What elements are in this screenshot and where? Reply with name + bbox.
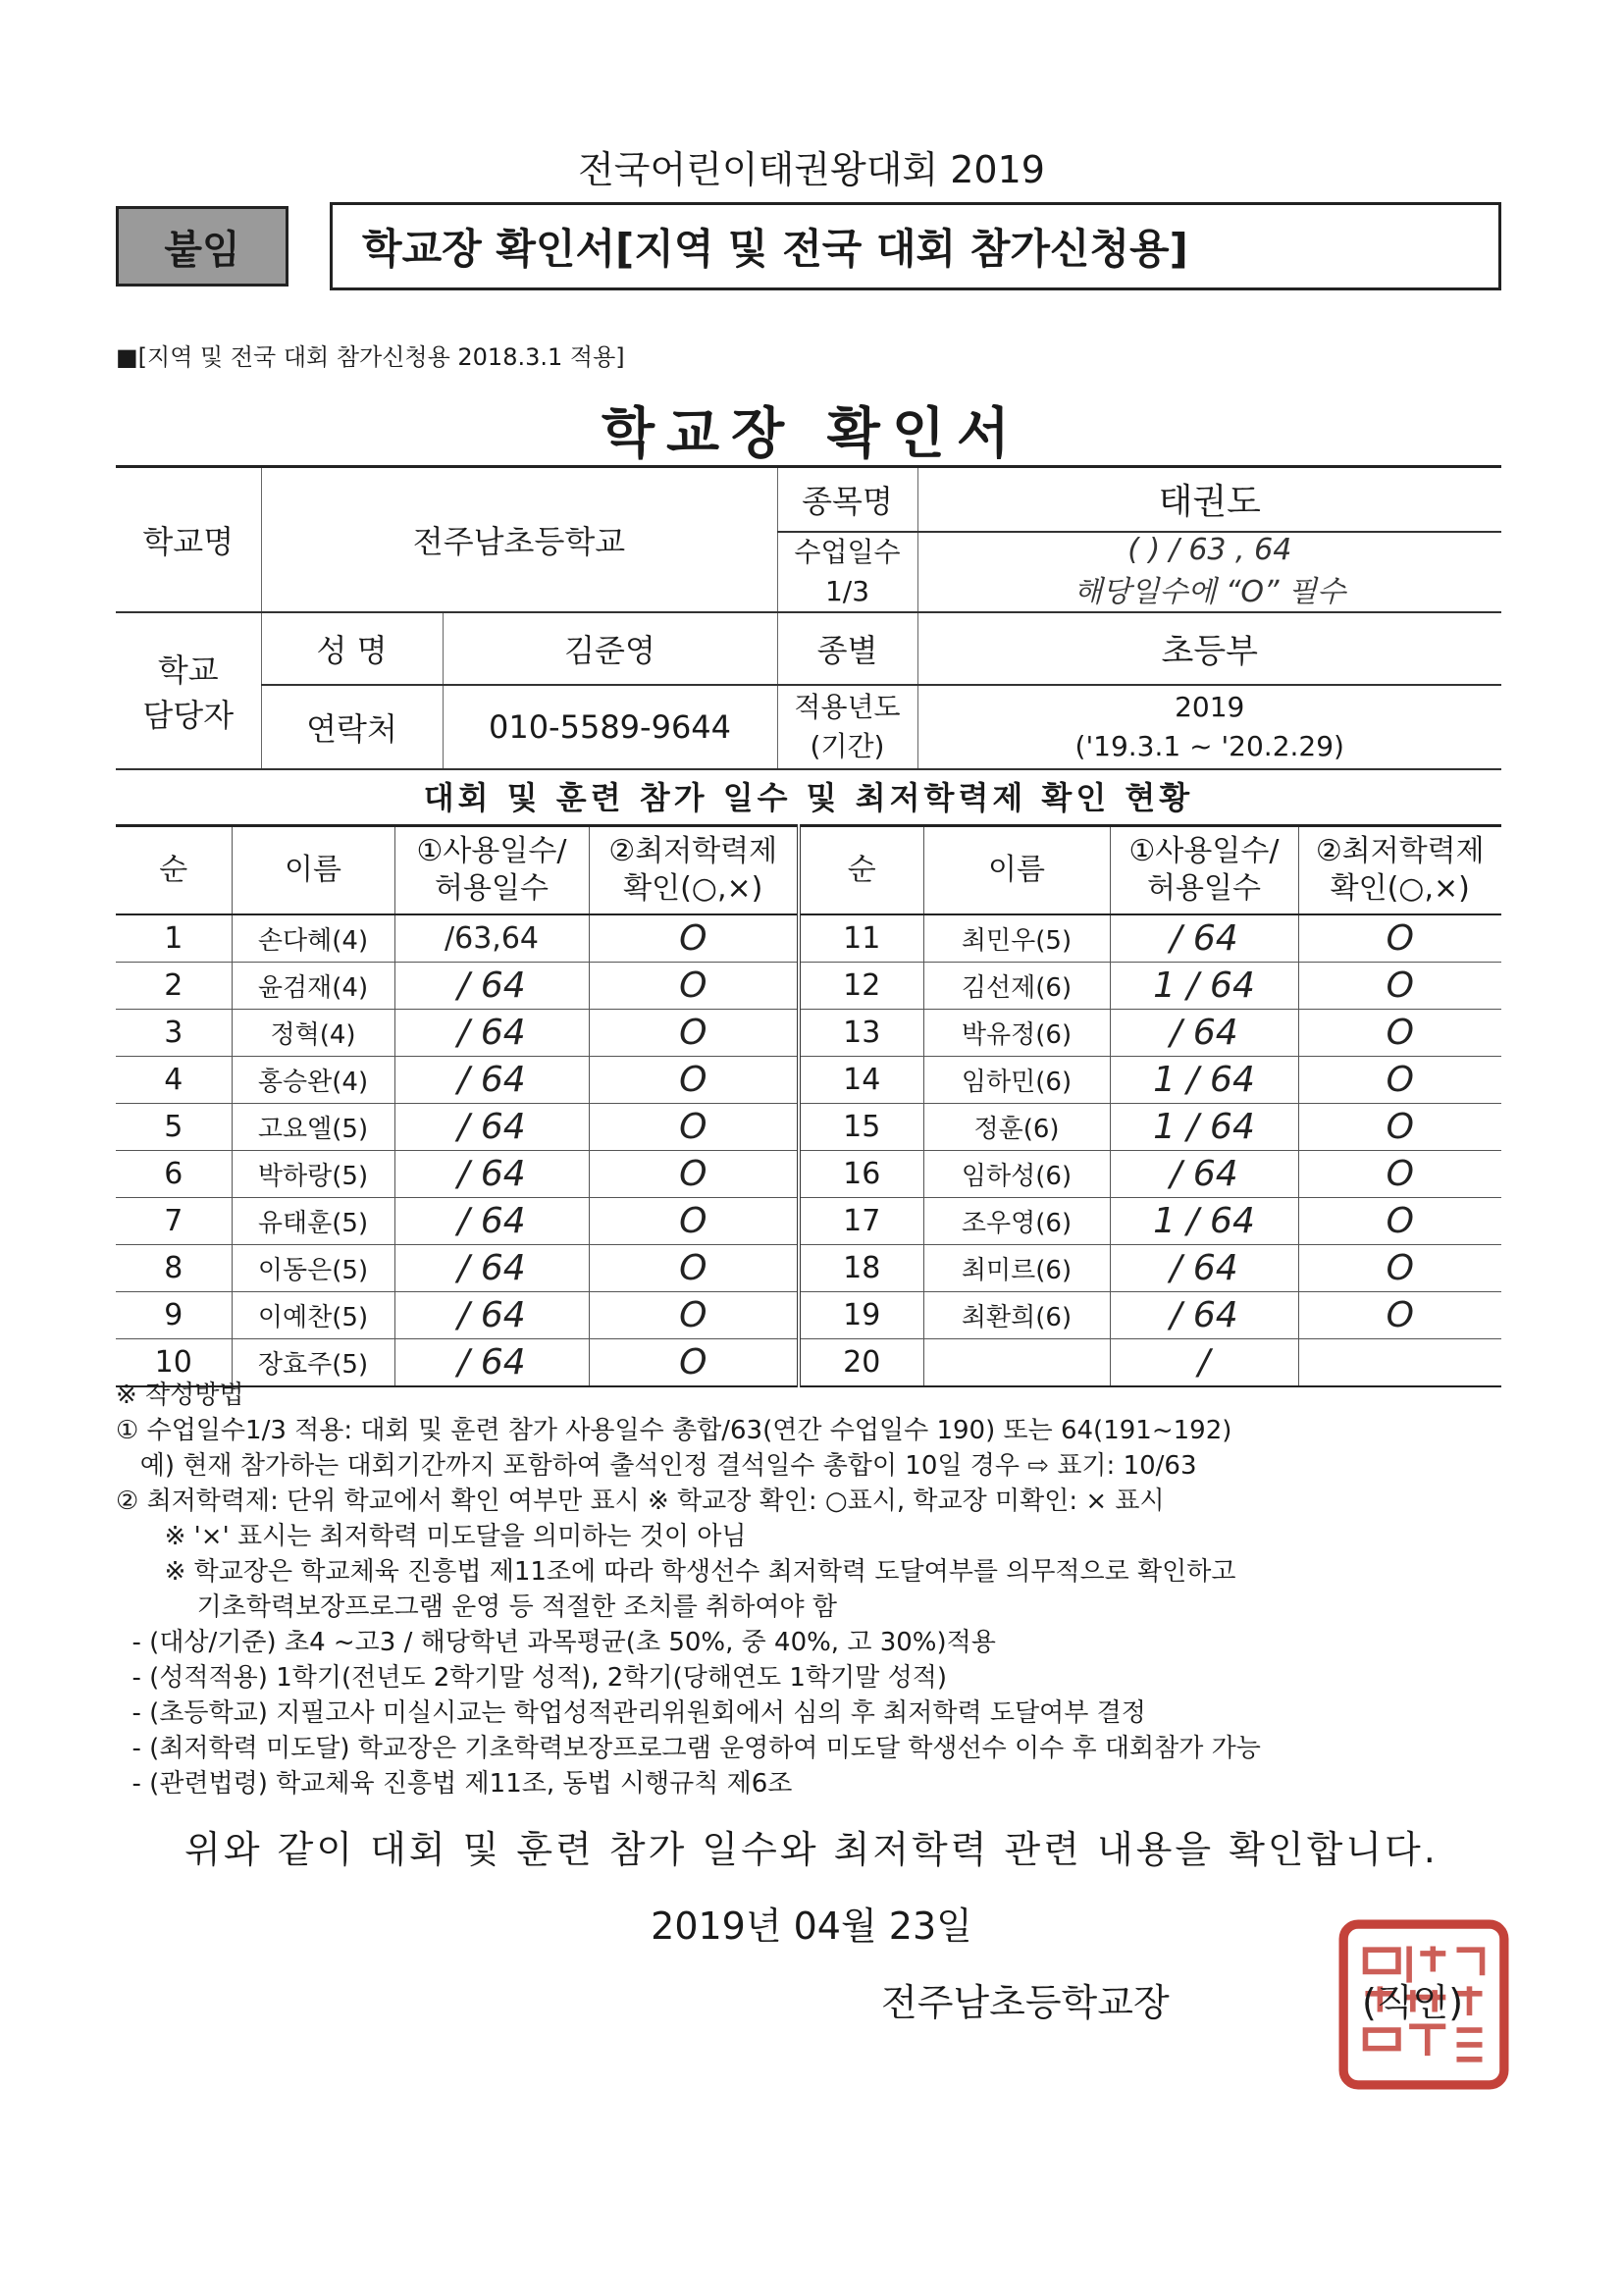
record-days: / 64: [394, 1151, 589, 1198]
contact-label: 연락처: [261, 685, 443, 769]
class-days-value-line1: ( ) / 63 , 64: [1127, 533, 1292, 567]
col-check-line1: ②최저학력제: [608, 834, 778, 868]
record-name: 조우영(6): [923, 1198, 1110, 1245]
record-no: 11: [799, 914, 923, 963]
col-check-line1: ②최저학력제: [1315, 834, 1485, 868]
record-no: 3: [116, 1010, 232, 1057]
col-no: 순: [116, 826, 232, 915]
record-check: O: [1298, 1010, 1501, 1057]
record-no: 14: [799, 1057, 923, 1104]
class-days-label-line1: 수업일수: [794, 535, 901, 568]
guide-line: - (성적적용) 1학기(전년도 2학기말 성적), 2학기(당해연도 1학기말 성적): [116, 1663, 947, 1693]
record-name: 정혁(4): [232, 1010, 394, 1057]
record-name: 최환희(6): [923, 1292, 1110, 1339]
record-no: 7: [116, 1198, 232, 1245]
record-no: 16: [799, 1151, 923, 1198]
class-days-value: [917, 532, 1501, 612]
status-title: 대회 및 훈련 참가 일수 및 최저학력제 확인 현황: [423, 779, 1194, 816]
guide-line: - (관련법령) 학교체육 진흥법 제11조, 동법 시행규칙 제6조: [116, 1769, 793, 1799]
record-days: / 64: [394, 1104, 589, 1151]
record-days: /63,64: [394, 914, 589, 963]
col-check-line2: 확인(○,×): [1330, 871, 1470, 906]
class-days-label-line2: 1/3: [824, 574, 870, 607]
record-check: O: [1298, 963, 1501, 1010]
record-days: / 64: [394, 1339, 589, 1387]
guide-line: - (최저학력 미도달) 학교장은 기초학력보장프로그램 운영하여 미도달 학생선수 이수 후 대회참가 가능: [116, 1734, 1261, 1763]
guide-line: ※ 학교장은 학교체육 진흥법 제11조에 따라 학생선수 최저학력 도달여부를 의무적으로 확인하고: [116, 1557, 1236, 1587]
record-days: / 64: [1110, 1292, 1298, 1339]
record-name: 김선제(6): [923, 963, 1110, 1010]
record-no: 10: [116, 1339, 232, 1387]
guide-line: - (대상/기준) 초4 ~고3 / 해당학년 과목평균(초 50%, 중 40%, 고 30%)적용: [116, 1628, 996, 1657]
applicable-year-label: [777, 685, 917, 769]
record-check: O: [1298, 1292, 1501, 1339]
writing-guide: [116, 1378, 1519, 1801]
record-days: / 64: [1110, 1245, 1298, 1292]
record-check: O: [1298, 914, 1501, 963]
col-days-line1: ①사용일수/: [416, 834, 567, 868]
school-info-table: [116, 465, 1501, 770]
col-no: 순: [799, 826, 923, 915]
record-name: 임하성(6): [923, 1151, 1110, 1198]
record-no: 1: [116, 914, 232, 963]
record-name: 임하민(6): [923, 1057, 1110, 1104]
record-no: 19: [799, 1292, 923, 1339]
contact-value: 010-5589-9644: [443, 685, 777, 769]
applicable-year-value-line2: ('19.3.1 ~ '20.2.29): [1074, 729, 1344, 762]
record-no: 20: [799, 1339, 923, 1387]
record-check: O: [589, 1339, 799, 1387]
record-no: 12: [799, 963, 923, 1010]
document-header: 학교장 확인서[지역 및 전국 대회 참가신청용]: [330, 202, 1501, 290]
record-days: / 64: [394, 1245, 589, 1292]
record-check: O: [1298, 1104, 1501, 1151]
record-check: O: [589, 914, 799, 963]
participation-record-table: [116, 824, 1501, 1387]
record-name: 정훈(6): [923, 1104, 1110, 1151]
applicable-year-label-line1: 적용년도: [794, 690, 901, 723]
name-value: 김준영: [443, 612, 777, 685]
record-name: 박유정(6): [923, 1010, 1110, 1057]
record-days: / 64: [394, 1010, 589, 1057]
record-days: /: [1110, 1339, 1298, 1387]
record-check: O: [1298, 1057, 1501, 1104]
applicable-year-value-line1: 2019: [1175, 690, 1245, 723]
record-no: 2: [116, 963, 232, 1010]
record-check: O: [589, 1057, 799, 1104]
record-days: 1 / 64: [1110, 1104, 1298, 1151]
guide-line: - (초등학교) 지필고사 미실시교는 학업성적관리위원회에서 심의 후 최저학력 도달여부 결정: [116, 1698, 1146, 1728]
record-check: O: [589, 1010, 799, 1057]
record-name: 홍승완(4): [232, 1057, 394, 1104]
record-name: 고요엘(5): [232, 1104, 394, 1151]
record-name: 이동은(5): [232, 1245, 394, 1292]
school-manager-label: [116, 612, 261, 769]
record-check: O: [1298, 1198, 1501, 1245]
record-days: 1 / 64: [1110, 1057, 1298, 1104]
col-name: 이름: [923, 826, 1110, 915]
record-days: / 64: [1110, 1151, 1298, 1198]
attachment-tag: 붙임: [116, 206, 288, 287]
record-days: / 64: [1110, 1010, 1298, 1057]
record-days: / 64: [394, 1292, 589, 1339]
confirmation-statement: 위와 같이 대회 및 훈련 참가 일수와 최저학력 관련 내용을 확인합니다.: [184, 1828, 1439, 1871]
record-check: O: [1298, 1245, 1501, 1292]
record-no: 5: [116, 1104, 232, 1151]
record-days: / 64: [394, 963, 589, 1010]
school-name-label: 학교명: [116, 467, 261, 612]
guide-line: 기초학력보장프로그램 운영 등 적절한 조치를 취하여야 함: [116, 1592, 838, 1622]
issue-date: 2019년 04월 23일: [651, 1905, 972, 1948]
applicability-note: ■[지역 및 전국 대회 참가신청용 2018.3.1 적용]: [116, 343, 625, 371]
record-days: / 64: [394, 1057, 589, 1104]
school-name-value: 전주남초등학교: [261, 467, 777, 612]
division-label: 종별: [777, 612, 917, 685]
col-days-line2: 허용일수: [435, 871, 549, 906]
applicable-year-value: [917, 685, 1501, 769]
record-name: 윤검재(4): [232, 963, 394, 1010]
record-no: 18: [799, 1245, 923, 1292]
record-check: O: [589, 1245, 799, 1292]
record-days: 1 / 64: [1110, 963, 1298, 1010]
guide-line: ① 수업일수1/3 적용: 대회 및 훈련 참가 사용일수 총합/63(연간 수업일수 190) 또는 64(191~192): [116, 1416, 1232, 1445]
record-check: O: [1298, 1151, 1501, 1198]
record-no: 8: [116, 1245, 232, 1292]
guide-line: ※ '×' 표시는 최저학력 미도달을 의미하는 것이 아님: [116, 1522, 747, 1551]
col-check-line2: 확인(○,×): [623, 871, 763, 906]
record-no: 4: [116, 1057, 232, 1104]
col-name: 이름: [232, 826, 394, 915]
record-no: 17: [799, 1198, 923, 1245]
col-days-line1: ①사용일수/: [1128, 834, 1280, 868]
class-days-value-line2: 해당일수에 “O” 필수: [1073, 575, 1346, 609]
sport-label: 종목명: [777, 467, 917, 532]
school-manager-label-line2: 담당자: [142, 696, 235, 734]
col-days-line2: 허용일수: [1147, 871, 1261, 906]
record-check: O: [589, 1292, 799, 1339]
event-title: 전국어린이태권왕대회 2019: [578, 148, 1045, 191]
record-days: / 64: [394, 1198, 589, 1245]
seal-label: (직인): [1362, 1981, 1464, 2024]
record-no: 6: [116, 1151, 232, 1198]
record-check: O: [589, 1198, 799, 1245]
sport-value: 태권도: [917, 467, 1501, 532]
col-check: [589, 826, 799, 915]
name-label: 성 명: [261, 612, 443, 685]
record-name: 장효주(5): [232, 1339, 394, 1387]
record-name: 손다혜(4): [232, 914, 394, 963]
record-name: 최민우(5): [923, 914, 1110, 963]
col-check: [1298, 826, 1501, 915]
record-no: 9: [116, 1292, 232, 1339]
guide-line: ② 최저학력제: 단위 학교에서 확인 여부만 표시 ※ 학교장 확인: ○표시, 학교장 미확인: × 표시: [116, 1487, 1165, 1516]
record-check: O: [589, 1151, 799, 1198]
col-days: [1110, 826, 1298, 915]
record-days: 1 / 64: [1110, 1198, 1298, 1245]
record-name: 박하랑(5): [232, 1151, 394, 1198]
guide-heading: ※ 작성방법: [116, 1381, 244, 1410]
record-check: O: [589, 963, 799, 1010]
record-check: O: [589, 1104, 799, 1151]
record-no: 15: [799, 1104, 923, 1151]
record-no: 13: [799, 1010, 923, 1057]
record-days: / 64: [1110, 914, 1298, 963]
record-name: 유태훈(5): [232, 1198, 394, 1245]
document-title: 학교장 확인서: [601, 402, 1022, 466]
division-value: 초등부: [917, 612, 1501, 685]
record-name: 이예찬(5): [232, 1292, 394, 1339]
school-manager-label-line1: 학교: [157, 651, 219, 689]
record-name: 최미르(6): [923, 1245, 1110, 1292]
class-days-label: [777, 532, 917, 612]
guide-line: 예) 현재 참가하는 대회기간까지 포함하여 출석인정 결석일수 총합이 10일 경우 ⇨ 표기: 10/63: [116, 1451, 1197, 1481]
col-days: [394, 826, 589, 915]
applicable-year-label-line2: (기간): [810, 729, 885, 762]
principal-name: 전주남초등학교장: [881, 1981, 1170, 2024]
